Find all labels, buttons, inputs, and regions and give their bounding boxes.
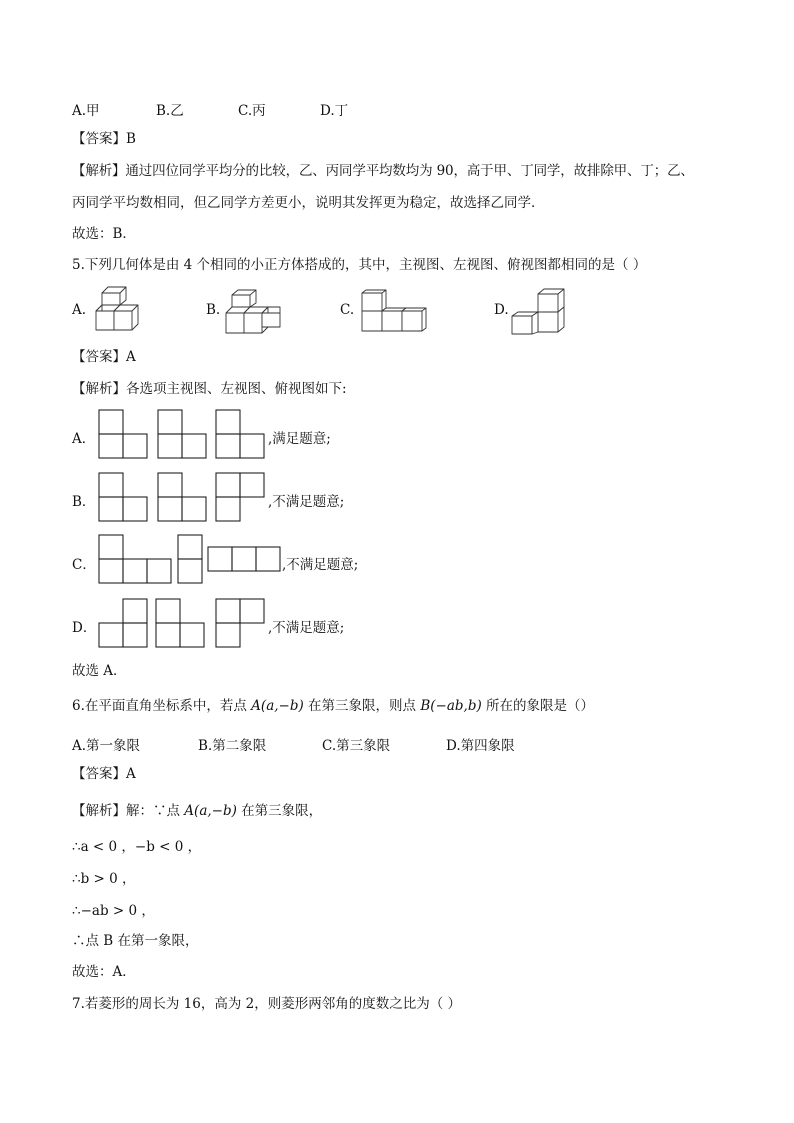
q5-analysis-intro: 【解析】各选项主视图、左视图、俯视图如下: — [72, 381, 347, 397]
q5-stem: 5.下列几何体是由 4 个相同的小正方体搭成的，其中，主视图、左视图、俯视图都相同的是（ ） — [72, 257, 647, 273]
q5-view-grids-d — [98, 598, 278, 650]
q6-option-b: B.第二象限 — [198, 738, 267, 754]
q5-view-comment-a: ,满足题意; — [268, 431, 331, 447]
q6-analysis-point: A(a,−b) — [184, 803, 237, 819]
q4-option-c: C.丙 — [238, 103, 266, 119]
q5-option-d-label: D. — [494, 302, 509, 318]
q6-step-4: ∴点 B 在第一象限， — [72, 933, 199, 949]
q6-stem-mid: 在第三象限，则点 — [303, 698, 421, 714]
q6-option-a: A.第一象限 — [72, 738, 141, 754]
q4-option-b: B.乙 — [156, 103, 184, 119]
q5-view-grids-b — [98, 472, 278, 524]
q5-view-label-b: B． — [72, 494, 96, 510]
q5-conclusion: 故选 A． — [72, 663, 127, 679]
q5-option-c-label: C. — [340, 302, 355, 318]
q5-option-b-label: B. — [206, 302, 221, 318]
q6-option-c: C.第三象限 — [322, 738, 391, 754]
q5-view-grids-c — [98, 534, 288, 586]
q5-view-comment-d: ,不满足题意; — [268, 620, 345, 636]
q5-view-comment-c: ,不满足题意; — [282, 557, 359, 573]
q4-answer: 【答案】B — [72, 131, 136, 147]
q6-point-a: A(a,−b) — [251, 698, 304, 714]
q5-option-c-figure — [360, 289, 432, 335]
q4-option-a: A.甲 — [72, 103, 100, 119]
q6-stem-post: 所在的象限是（） — [481, 698, 595, 714]
q5-option-a-label: A. — [72, 302, 87, 318]
q5-option-d-figure — [510, 288, 568, 338]
q6-stem-pre: 6.在平面直角坐标系中，若点 — [72, 698, 252, 714]
q6-conclusion: 故选：A． — [72, 964, 136, 980]
q5-view-grids-a — [98, 409, 278, 461]
q6-analysis-post: 在第三象限， — [236, 803, 323, 819]
q6-step-3: ∴−ab > 0 ， — [72, 903, 155, 919]
q4-option-d: D.丁 — [320, 103, 349, 119]
q6-option-d: D.第四象限 — [446, 738, 515, 754]
q5-view-label-c: C． — [72, 557, 96, 573]
q5-view-comment-b: ,不满足题意; — [268, 494, 345, 510]
q7-stem: 7.若菱形的周长为 16，高为 2，则菱形两邻角的度数之比为（ ） — [72, 996, 462, 1012]
q5-answer: 【答案】A — [72, 349, 136, 365]
q5-option-b-figure — [224, 289, 282, 339]
q6-step-1: ∴a < 0 ，−b < 0 ， — [72, 839, 202, 855]
q6-step-2: ∴b > 0 ， — [72, 871, 136, 887]
q6-answer: 【答案】A — [72, 766, 136, 782]
q4-analysis-line2: 丙同学平均数相同，但乙同学方差更小，说明其发挥更为稳定，故选择乙同学． — [72, 195, 545, 211]
q5-view-label-a: A． — [72, 431, 96, 447]
q5-view-label-d: D． — [72, 620, 97, 636]
q5-option-a-figure — [94, 285, 146, 337]
q6-analysis-pre: 【解析】解：∵点 — [72, 803, 185, 819]
q6-point-b: B(−ab,b) — [420, 698, 482, 714]
q6-analysis-line — [72, 802, 322, 820]
q6-stem — [72, 697, 594, 715]
q4-analysis-line1: 【解析】通过四位同学平均分的比较，乙、丙同学平均数均为 90，高于甲、丁同学，故排除甲、丁；乙、 — [72, 163, 694, 179]
q4-conclusion: 故选：B． — [72, 226, 136, 242]
